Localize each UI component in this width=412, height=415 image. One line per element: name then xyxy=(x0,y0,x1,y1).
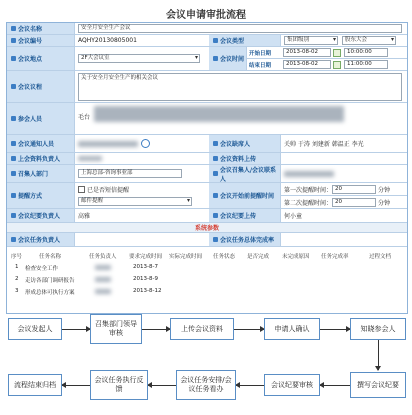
minutes-owner-label: 会议纪要负责人 xyxy=(7,209,75,223)
flow-arrow xyxy=(236,385,264,386)
owner-redacted xyxy=(95,265,111,270)
flow-step-archive: 流程结束归档 xyxy=(8,374,62,396)
upload-owner-redacted xyxy=(78,156,102,161)
sms-remind-checkbox[interactable] xyxy=(78,186,85,193)
field-icon xyxy=(213,171,218,176)
flow-arrow xyxy=(142,329,170,330)
field-icon xyxy=(213,237,218,242)
task-summary-label: 会议任务总体完成率 xyxy=(209,233,281,247)
table-row-name: 走访各部门调研报告 xyxy=(25,278,75,284)
code-label: 会议编号 xyxy=(7,35,75,47)
flow-arrow xyxy=(148,385,176,386)
calendar-icon[interactable] xyxy=(333,49,341,57)
code-field: AQHY20130805001 xyxy=(75,35,209,47)
flow-arrow xyxy=(62,329,90,330)
upload-field[interactable] xyxy=(281,153,407,165)
field-icon xyxy=(213,156,218,161)
agenda-field[interactable]: 关于安全月安全生产的相关会议 xyxy=(75,71,407,103)
task-table xyxy=(7,247,407,313)
table-row-name: 检查安全工作 xyxy=(25,266,59,272)
field-icon xyxy=(213,38,218,43)
table-row-no: 1 xyxy=(15,264,19,270)
col-rate: 任务完成率 xyxy=(321,254,349,260)
col-task-name: 任务名称 xyxy=(39,254,62,260)
field-icon xyxy=(11,213,16,218)
dept-label: 召集人部门 xyxy=(7,165,75,183)
place-select[interactable]: 2F大会议室 ▾ xyxy=(78,54,200,63)
name-label: 会议名称 xyxy=(7,23,75,35)
field-icon xyxy=(213,193,218,198)
place-label: 会议地点 xyxy=(7,47,75,71)
notify-redacted xyxy=(78,141,138,147)
field-icon xyxy=(213,213,218,218)
col-no: 序号 xyxy=(11,254,23,260)
table-row-no: 3 xyxy=(15,288,19,294)
field-icon xyxy=(213,56,218,61)
upload-owner-label: 上会资料负责人 xyxy=(7,153,75,165)
table-row-no: 2 xyxy=(15,276,19,282)
absent-field[interactable]: 关帅 于涛 刘建新 韩温正 李光 xyxy=(281,135,407,153)
field-icon xyxy=(11,237,16,242)
flow-step-notify: 知晓参会人 xyxy=(350,318,406,340)
caller-label: 会议召集人/会议联系人 xyxy=(209,165,281,183)
field-icon xyxy=(11,171,16,176)
flow-arrow xyxy=(234,329,264,330)
start-time-input[interactable]: 10:00:00 xyxy=(344,48,388,57)
system-params-header: 系统参数 xyxy=(7,223,407,233)
field-icon xyxy=(11,26,16,31)
start-date-input[interactable]: 2013-08-02 xyxy=(283,48,331,57)
flow-step-write-minutes: 撰写会议纪要 xyxy=(350,372,406,398)
task-owner-field xyxy=(75,233,209,247)
col-reason: 未完成原因 xyxy=(282,254,310,260)
flow-step-confirm: 申请人确认 xyxy=(264,318,320,340)
col-owner: 任务负责人 xyxy=(89,254,117,260)
time-label: 会议时间 xyxy=(209,47,247,71)
flow-step-upload: 上传会议资料 xyxy=(170,318,234,340)
field-icon xyxy=(11,38,16,43)
field-icon xyxy=(213,141,218,146)
flow-step-initiator: 会议发起人 xyxy=(8,318,62,340)
flow-step-task-feedback: 会议任务执行反馈 xyxy=(90,370,148,400)
field-icon xyxy=(11,84,16,89)
field-icon xyxy=(11,141,16,146)
calendar-icon[interactable] xyxy=(333,61,341,69)
minutes-upload-label: 会议纪要上传 xyxy=(209,209,281,223)
absent-label: 会议缺席人 xyxy=(209,135,281,153)
table-row-date: 2013-8-12 xyxy=(133,288,162,294)
caller-redacted xyxy=(284,171,334,177)
end-time-input[interactable]: 11:00:00 xyxy=(344,60,388,69)
remind-label: 提醒方式 xyxy=(7,183,75,209)
owner-redacted xyxy=(95,277,111,282)
minutes-upload-field[interactable]: 何小童 xyxy=(281,209,407,223)
field-icon xyxy=(11,156,16,161)
name-field[interactable]: 安全月安全生产会议 xyxy=(75,23,407,35)
agenda-label: 会议议程 xyxy=(7,71,75,103)
col-done: 是否完成 xyxy=(247,254,270,260)
upload-owner-field[interactable] xyxy=(75,153,209,165)
start-row: 开始日期 2013-08-02 10:00:00 xyxy=(247,47,407,59)
remind-field: 已是否短信提醒 邮件提醒 ▾ xyxy=(75,183,209,209)
remind-select[interactable]: 邮件提醒 ▾ xyxy=(78,197,192,206)
second-remind-input[interactable]: 20 xyxy=(332,198,376,207)
attendees-redacted xyxy=(94,106,344,122)
dept-field: 上海总部-咨询事业部 xyxy=(75,165,209,183)
attendees-label: 参会人员 xyxy=(7,103,75,135)
first-remind-input[interactable]: 20 xyxy=(332,185,376,194)
search-icon[interactable] xyxy=(141,139,150,148)
caller-field[interactable] xyxy=(281,165,407,183)
owner-redacted xyxy=(95,289,111,294)
end-date-input[interactable]: 2013-08-02 xyxy=(283,60,331,69)
task-summary-field xyxy=(281,233,407,247)
field-icon xyxy=(11,116,16,121)
page-title: 会议申请审批流程 xyxy=(166,10,246,21)
type-label: 会议类型 xyxy=(209,35,281,47)
flow-step-task-arrange: 会议任务安排/会议任务看办 xyxy=(176,370,236,400)
minutes-owner-field[interactable]: 高雅 xyxy=(75,209,209,223)
first-remind-row: 第一次提醒时间： 20 分钟 xyxy=(281,183,407,196)
flow-step-leader-review: 召集部门领导审核 xyxy=(90,314,142,344)
meeting-form xyxy=(6,22,408,314)
attendees-field[interactable]: 毛台 xyxy=(75,103,407,135)
second-remind-row: 第二次提醒时间： 20 分钟 xyxy=(281,196,407,209)
col-due: 要求完成时间 xyxy=(129,254,163,260)
table-row-date: 2013-8-7 xyxy=(133,264,158,270)
col-docs: 过程文档 xyxy=(369,254,392,260)
flow-arrow-down xyxy=(378,340,379,370)
end-row: 结束日期 2013-08-02 11:00:00 xyxy=(247,59,407,71)
type-select-level[interactable]: 集团级别 ▾ xyxy=(284,36,338,45)
field-icon xyxy=(11,56,16,61)
notify-field[interactable] xyxy=(75,135,209,153)
task-owner-label: 会议任务负责人 xyxy=(7,233,75,247)
type-select-kind[interactable]: 股东大会 ▾ xyxy=(342,36,396,45)
col-actual: 实际完成时间 xyxy=(169,254,203,260)
remind-time-label: 会议开始前提醒时间 xyxy=(209,183,281,209)
flow-arrow xyxy=(320,329,350,330)
flow-arrow xyxy=(62,385,90,386)
place-field xyxy=(75,47,209,71)
notify-label: 会议通知人员 xyxy=(7,135,75,153)
table-row-name: 形成总体可执行方案 xyxy=(25,290,75,296)
upload-label: 会议资料上传 xyxy=(209,153,281,165)
field-icon xyxy=(11,193,16,198)
flow-step-minutes-review: 会议纪要审核 xyxy=(264,374,320,396)
col-status: 任务状态 xyxy=(213,254,236,260)
flow-arrow xyxy=(320,385,350,386)
type-field xyxy=(281,35,407,47)
table-row-date: 2013-8-9 xyxy=(133,276,158,282)
